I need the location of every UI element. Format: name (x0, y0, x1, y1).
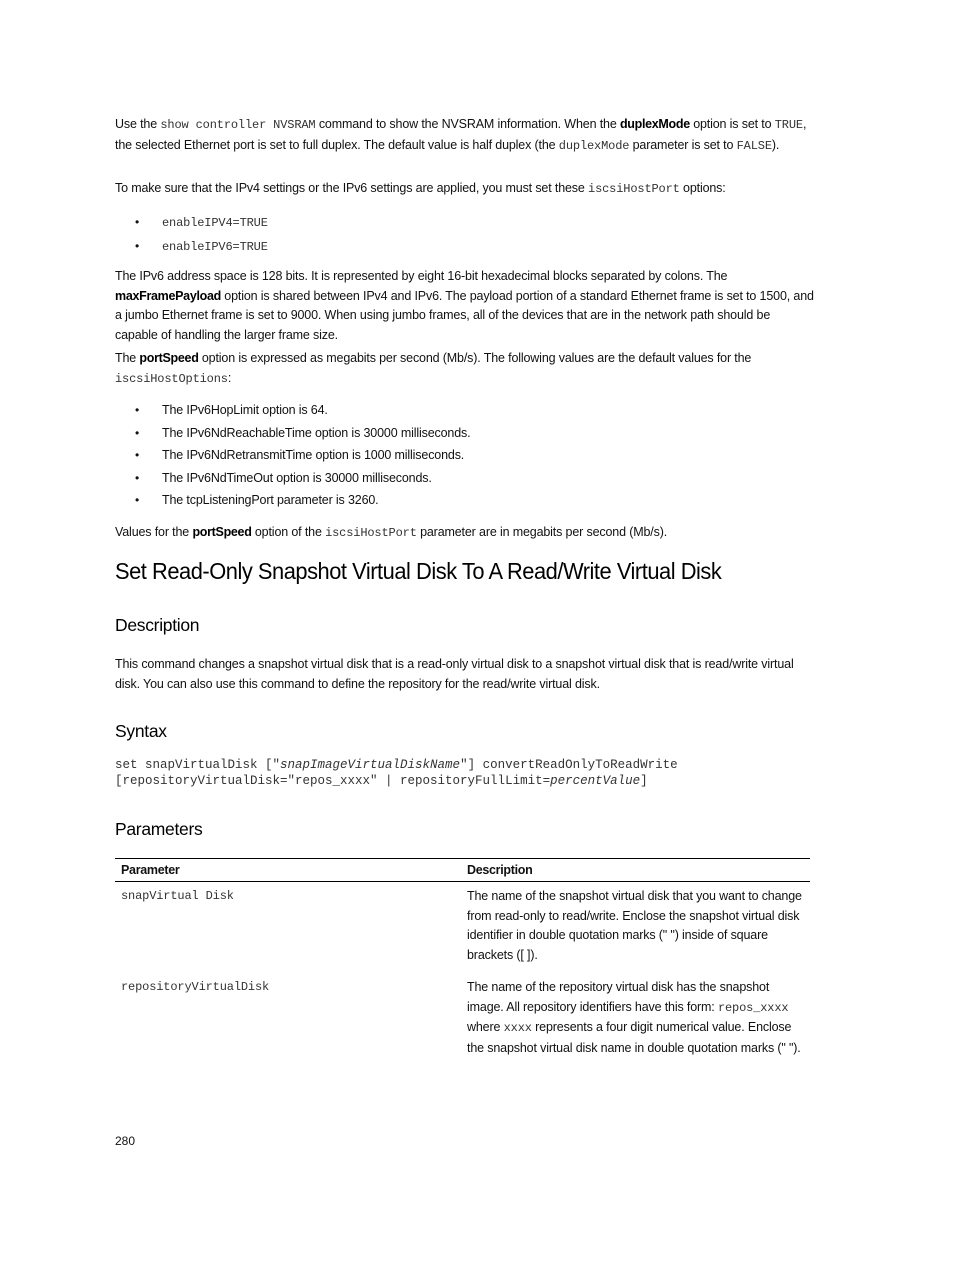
option-name: duplexMode (619, 117, 690, 131)
parameter-description: The name of the snapshot virtual disk that you want to change from read-only to read/write. Enclose the snapshot virtual disk identifier in double quotation marks (" ") inside of square brackets ([ ]). (467, 889, 802, 962)
parameter-description: The name of the repository virtual disk has the snapshot image. All repository identifiers have this form: repos_xxxx where xxxx represents a four digit numerical value. Enclose the snapshot virtual disk name in double quotation marks (" "). (467, 980, 801, 1055)
bullet-list-ip-settings (135, 211, 268, 258)
inline-code: duplexMode (558, 138, 630, 153)
option-name: portSpeed (139, 351, 199, 365)
column-header-parameter: Parameter (115, 859, 461, 882)
table-row (115, 882, 810, 974)
table-header-row (115, 859, 810, 882)
inline-code: FALSE (736, 138, 772, 153)
list-item: • The tcpListeningPort parameter is 3260. (135, 489, 470, 512)
table-row (115, 973, 810, 1066)
parameter-name: repositoryVirtualDisk (121, 980, 270, 994)
option-name: portSpeed (192, 525, 252, 539)
description-text: This command changes a snapshot virtual disk that is a read-only virtual disk to a snapshot virtual disk that is read/write virtual disk. You can also use this command to define the repository for the read/write virtual disk. (115, 657, 794, 691)
list-item: • The IPv6HopLimit option is 64. (135, 399, 470, 422)
inline-code: show controller NVSRAM (160, 118, 316, 132)
bullet-list-defaults (135, 399, 470, 512)
inline-code: TRUE (774, 118, 803, 132)
syntax-heading: Syntax (115, 721, 167, 741)
intro-paragraph-3: The IPv6 address space is 128 bits. It is represented by eight 16-bit hexadecimal blocks separated by colons. The maxFramePayload option is shared between IPv4 and IPv6. The payload portion of a standard Ethernet frame is set to 1500, and a jumbo Ethernet frame is set to 9000. When using jumbo frames, all of the devices that are in the network path should be capable of handling the larger frame size. (115, 269, 814, 342)
section-title: Set Read-Only Snapshot Virtual Disk To A Read/Write Virtual Disk (115, 558, 722, 584)
list-item: • The IPv6NdRetransmitTime option is 1000 milliseconds. (135, 444, 470, 467)
parameters-table (115, 858, 810, 1066)
list-item: • enableIPV4=TRUE (135, 211, 268, 235)
list-item: • The IPv6NdTimeOut option is 30000 milliseconds. (135, 467, 470, 490)
inline-code: iscsiHostOptions (115, 371, 228, 386)
intro-paragraph-5: Values for the portSpeed option of the iscsiHostPort parameter are in megabits per second (Mb/s). (115, 525, 668, 540)
syntax-code-block: set snapVirtualDisk ["snapImageVirtualDiskName"] convertReadOnlyToReadWrite [repositoryVirtualDisk="repos_xxxx" | repositoryFullLimit=percentValue] (115, 758, 678, 788)
parameter-name: snapVirtual Disk (121, 889, 234, 903)
description-heading: Description (115, 615, 200, 635)
page-number: 280 (115, 1134, 136, 1148)
list-item: • enableIPV6=TRUE (135, 235, 268, 259)
option-name: maxFramePayload (115, 288, 221, 303)
list-item: • The IPv6NdReachableTime option is 30000 milliseconds. (135, 422, 470, 445)
column-header-description: Description (461, 859, 810, 882)
inline-code: iscsiHostPort (325, 526, 417, 540)
parameters-heading: Parameters (115, 819, 203, 839)
intro-paragraph-1: Use the show controller NVSRAM command to show the NVSRAM information. When the duplexMode option is set to TRUE, the selected Ethernet port is set to full duplex. The default value is half duplex (the duplexMode parameter is set to FALSE). (115, 117, 807, 153)
inline-code: iscsiHostPort (588, 182, 680, 196)
intro-paragraph-4: The portSpeed option is expressed as megabits per second (Mb/s). The following values are the default values for the iscsiHostOptions: (115, 351, 752, 386)
intro-paragraph-2: To make sure that the IPv4 settings or the IPv6 settings are applied, you must set these iscsiHostPort options: (115, 181, 726, 196)
